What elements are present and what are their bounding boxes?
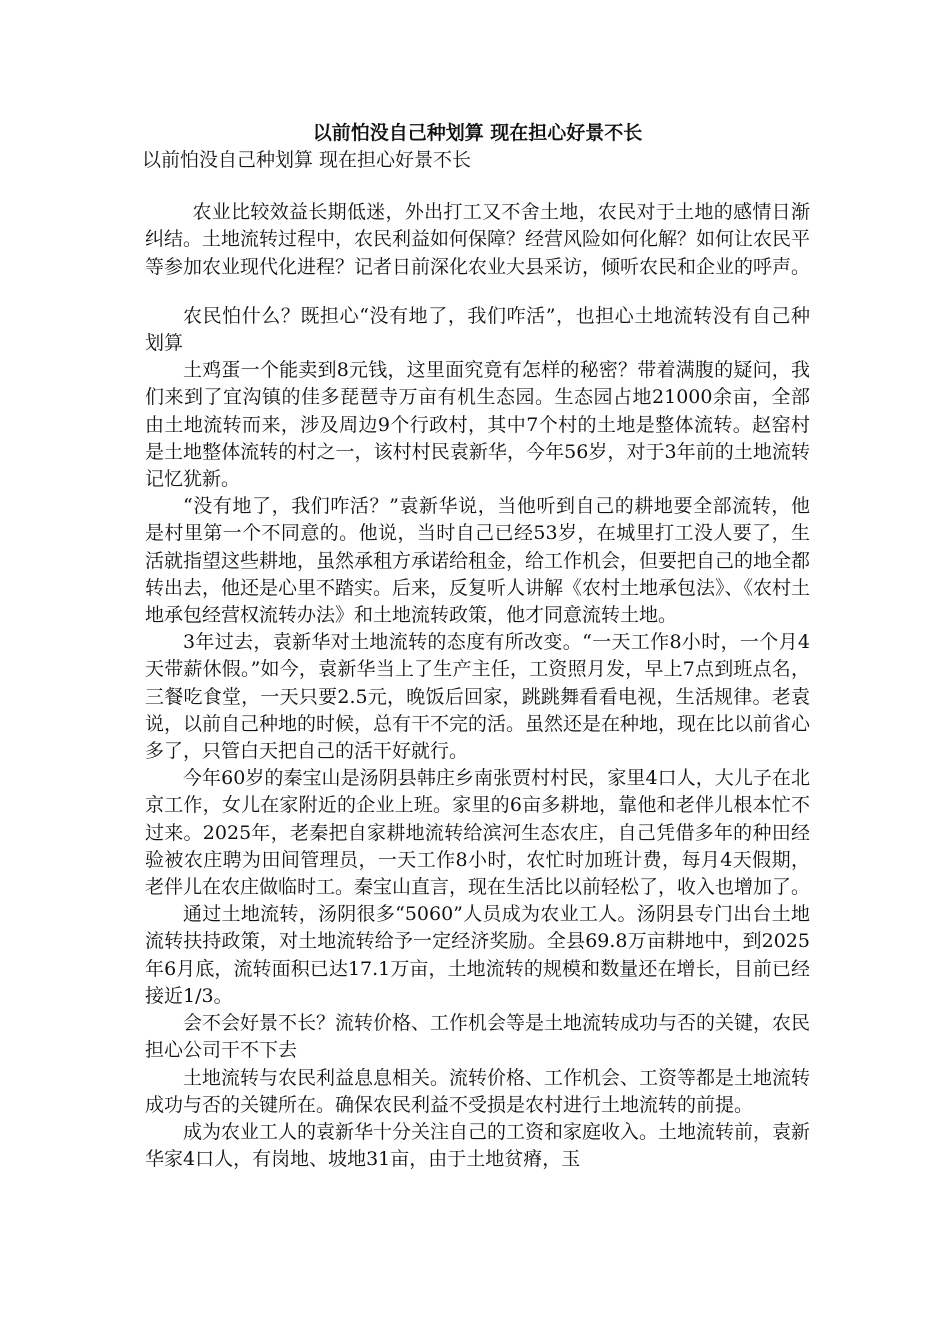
document-subtitle: 以前怕没自己种划算 现在担心好景不长 [142,149,472,171]
body-paragraph: 今年60岁的秦宝山是汤阴县韩庄乡南张贾村村民，家里4口人，大儿子在北京工作，女儿在家附近的企业上班。家里的6亩多耕地，靠他和老伴儿根本忙不过来。2025年，老秦把自家耕地流转给滨河生态农庄，自己凭借多年的种田经验被农庄聘为田间管理员，一天工作8小时，农忙时加班计费，每月4天假期，老伴儿在农庄做临时工。秦宝山直言，现在生活比以前轻松了，收入也增加了。 [145,767,811,899]
body-paragraph: 3年过去，袁新华对土地流转的态度有所改变。“一天工作8小时，一个月4天带薪休假。”如今，袁新华当上了生产主任，工资照月发，早上7点到班点名，三餐吃食堂，一天只要2.5元，晚饭后回家，跳跳舞看看电视，生活规律。老袁说，以前自己种地的时候，总有干不完的活。虽然还是在种地，现在比以前省心多了，只管白天把自己的活干好就行。 [145,631,811,763]
blank-line [145,281,810,303]
body-paragraph: 土鸡蛋一个能卖到8元钱，这里面究竟有怎样的秘密？带着满腹的疑问，我们来到了宜沟镇的佳多琵琶寺万亩有机生态园。生态园占地21000余亩，全部由土地流转而来，涉及周边9个行政村，其中7个村的土地是整体流转。赵窑村是土地整体流转的村之一，该村村民袁新华，今年56岁，对于3年前的土地流转记忆犹新。 [145,359,810,491]
body-paragraph: “没有地了，我们咋活？”袁新华说，当他听到自己的耕地要全部流转，他是村里第一个不同意的。他说，当时自己已经53岁，在城里打工没人要了，生活就指望这些耕地，虽然承租方承诺给租金，给工作机会，但要把自己的地全都转出去，他还是心里不踏实。后来，反复听人讲解《农村土地承包法》、《农村土地承包经营权流转办法》和土地流转政策，他才同意流转土地。 [145,495,811,627]
body-paragraph: 土地流转与农民利益息息相关。流转价格、工作机会、工资等都是土地流转成功与否的关键所在。确保农民利益不受损是农村进行土地流转的前提。 [145,1066,811,1116]
lead-paragraph: 农业比较效益长期低迷，外出打工又不舍土地，农民对于土地的感情日渐纠结。土地流转过程中，农民利益如何保障？经营风险如何化解？如何让农民平等参加农业现代化进程？记者日前深化农业大县采访，倾听农民和企业的呼声。 [145,201,811,278]
section-heading-1: 农民怕什么？既担心“没有地了，我们咋活”，也担心土地流转没有自己种划算 [145,304,810,355]
section-heading-2: 会不会好景不长？流转价格、工作机会等是土地流转成功与否的关键，农民担心公司干不下去 [145,1012,811,1062]
document-title: 以前怕没自己种划算 现在担心好景不长 [312,122,643,144]
blank-line [145,174,810,199]
body-paragraph: 成为农业工人的袁新华十分关注自己的工资和家庭收入。土地流转前，袁新华家4口人，有岗地、坡地31亩，由于土地贫瘠，玉 [145,1120,811,1171]
body-paragraph: 通过土地流转，汤阴很多“5060”人员成为农业工人。汤阴县专门出台土地流转扶持政策，对土地流转给予一定经济奖励。全县69.8万亩耕地中，到2025年6月底，流转面积已达17.1万亩，土地流转的规模和数量还在增长，目前已经接近1/3。 [145,903,810,1007]
document-page [142,120,811,1173]
